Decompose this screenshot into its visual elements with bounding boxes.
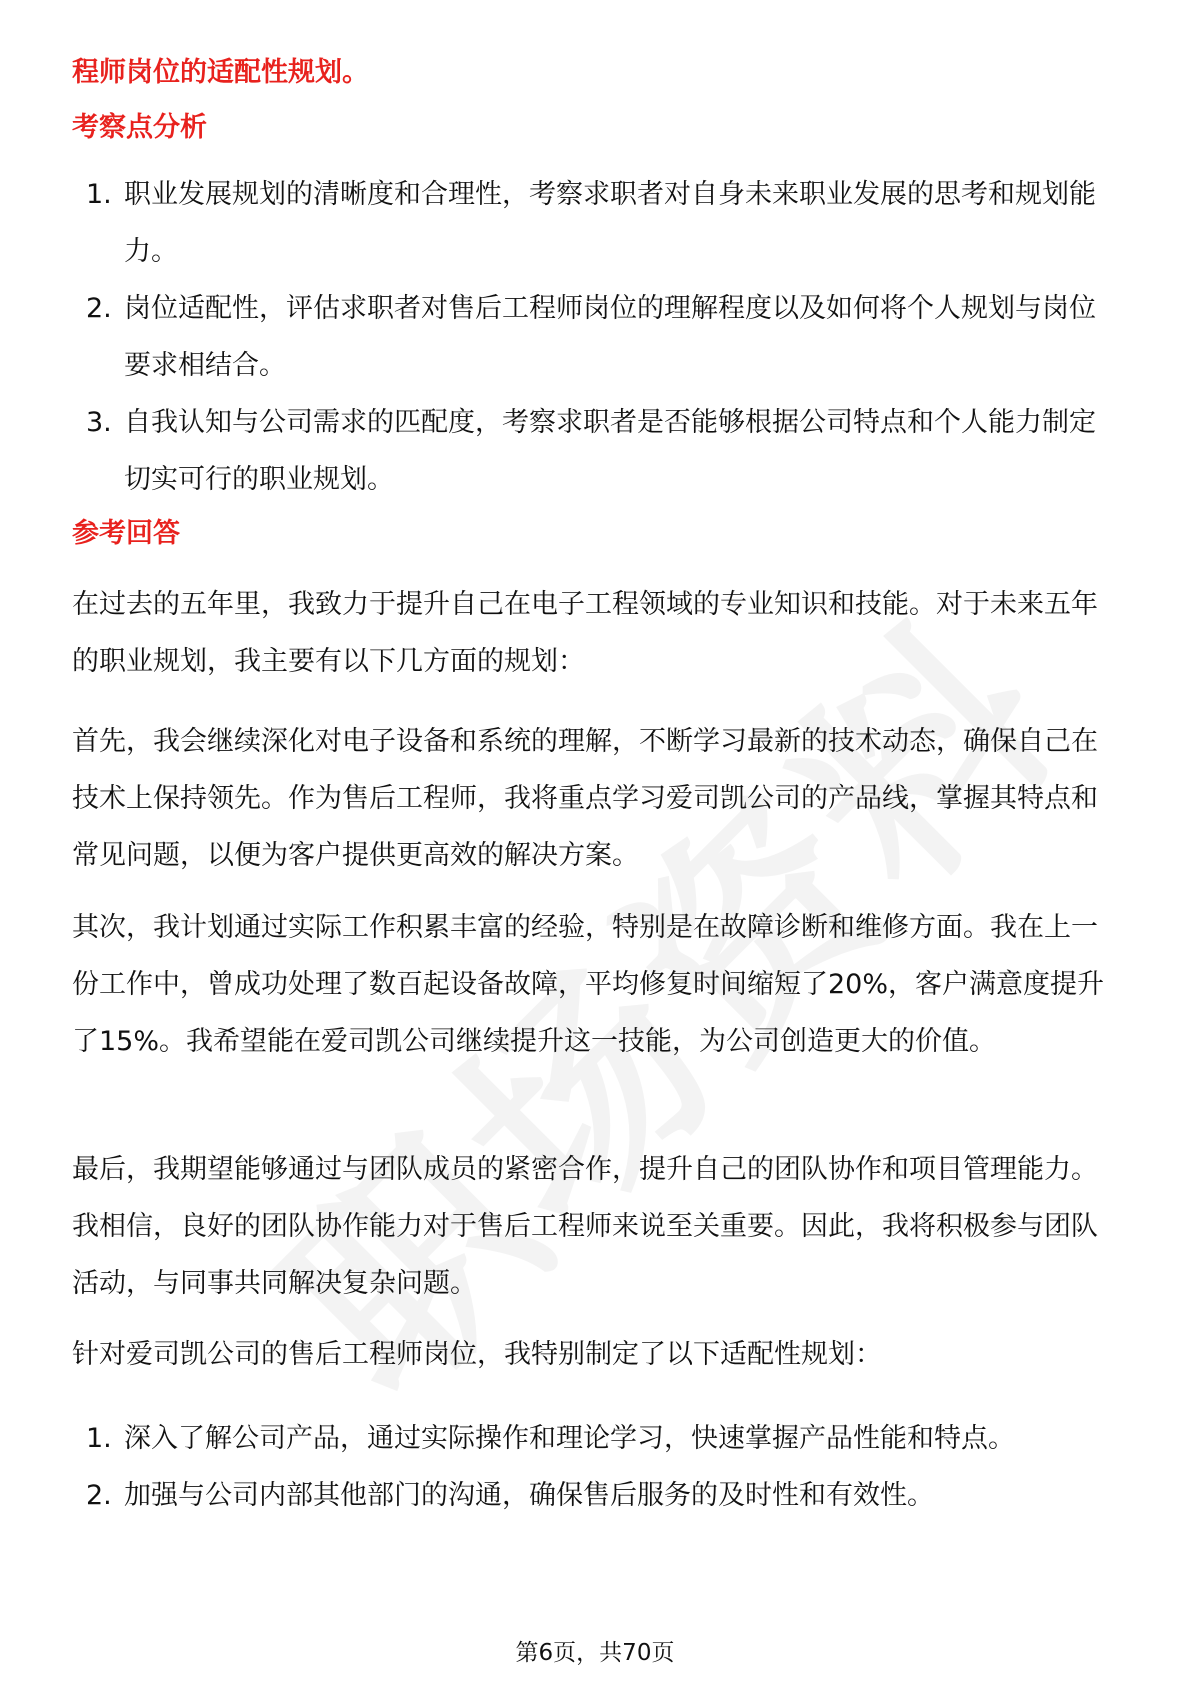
- answer-paragraph-1: 在过去的五年里，我致力于提升自己在电子工程领域的专业知识和技能。对于未来五年的职业规划，我主要有以下几方面的规划：: [72, 589, 1098, 677]
- list-item: 1. 深入了解公司产品，通过实际操作和理论学习，快速掌握产品性能和特点。: [86, 1423, 1015, 1454]
- answer-paragraph-5: 针对爱司凯公司的售后工程师岗位，我特别制定了以下适配性规划：: [72, 1339, 882, 1370]
- list-item: 2. 加强与公司内部其他部门的沟通，确保售后服务的及时性和有效性。: [86, 1480, 934, 1511]
- answer-paragraph-2: 首先，我会继续深化对电子设备和系统的理解，不断学习最新的技术动态，确保自己在技术上保持领先。作为售后工程师，我将重点学习爱司凯公司的产品线，掌握其特点和常见问题，以便为客户提供更高效的解决方案。: [72, 726, 1098, 871]
- page-number: 第6页，共70页: [515, 1640, 675, 1666]
- list-item: 1. 职业发展规划的清晰度和合理性，考察求职者对自身未来职业发展的思考和规划能力。: [86, 179, 1096, 267]
- plan-list: [72, 1410, 1122, 1524]
- analysis-heading: 考察点分析: [72, 112, 207, 143]
- analysis-list: [72, 166, 1122, 508]
- list-item: 2. 岗位适配性，评估求职者对售后工程师岗位的理解程度以及如何将个人规划与岗位要求相结合。: [86, 293, 1096, 381]
- answer-heading: 参考回答: [72, 518, 180, 549]
- continued-heading: 程师岗位的适配性规划。: [72, 57, 369, 88]
- answer-paragraph-4: 最后，我期望能够通过与团队成员的紧密合作，提升自己的团队协作和项目管理能力。我相信，良好的团队协作能力对于售后工程师来说至关重要。因此，我将积极参与团队活动，与同事共同解决复杂问题。: [72, 1154, 1098, 1299]
- list-item: 3. 自我认知与公司需求的匹配度，考察求职者是否能够根据公司特点和个人能力制定切实可行的职业规划。: [86, 407, 1096, 495]
- answer-paragraph-3: 其次，我计划通过实际工作积累丰富的经验，特别是在故障诊断和维修方面。我在上一份工作中，曾成功处理了数百起设备故障，平均修复时间缩短了20%，客户满意度提升了15%。我希望能在爱司凯公司继续提升这一技能，为公司创造更大的价值。: [72, 912, 1105, 1057]
